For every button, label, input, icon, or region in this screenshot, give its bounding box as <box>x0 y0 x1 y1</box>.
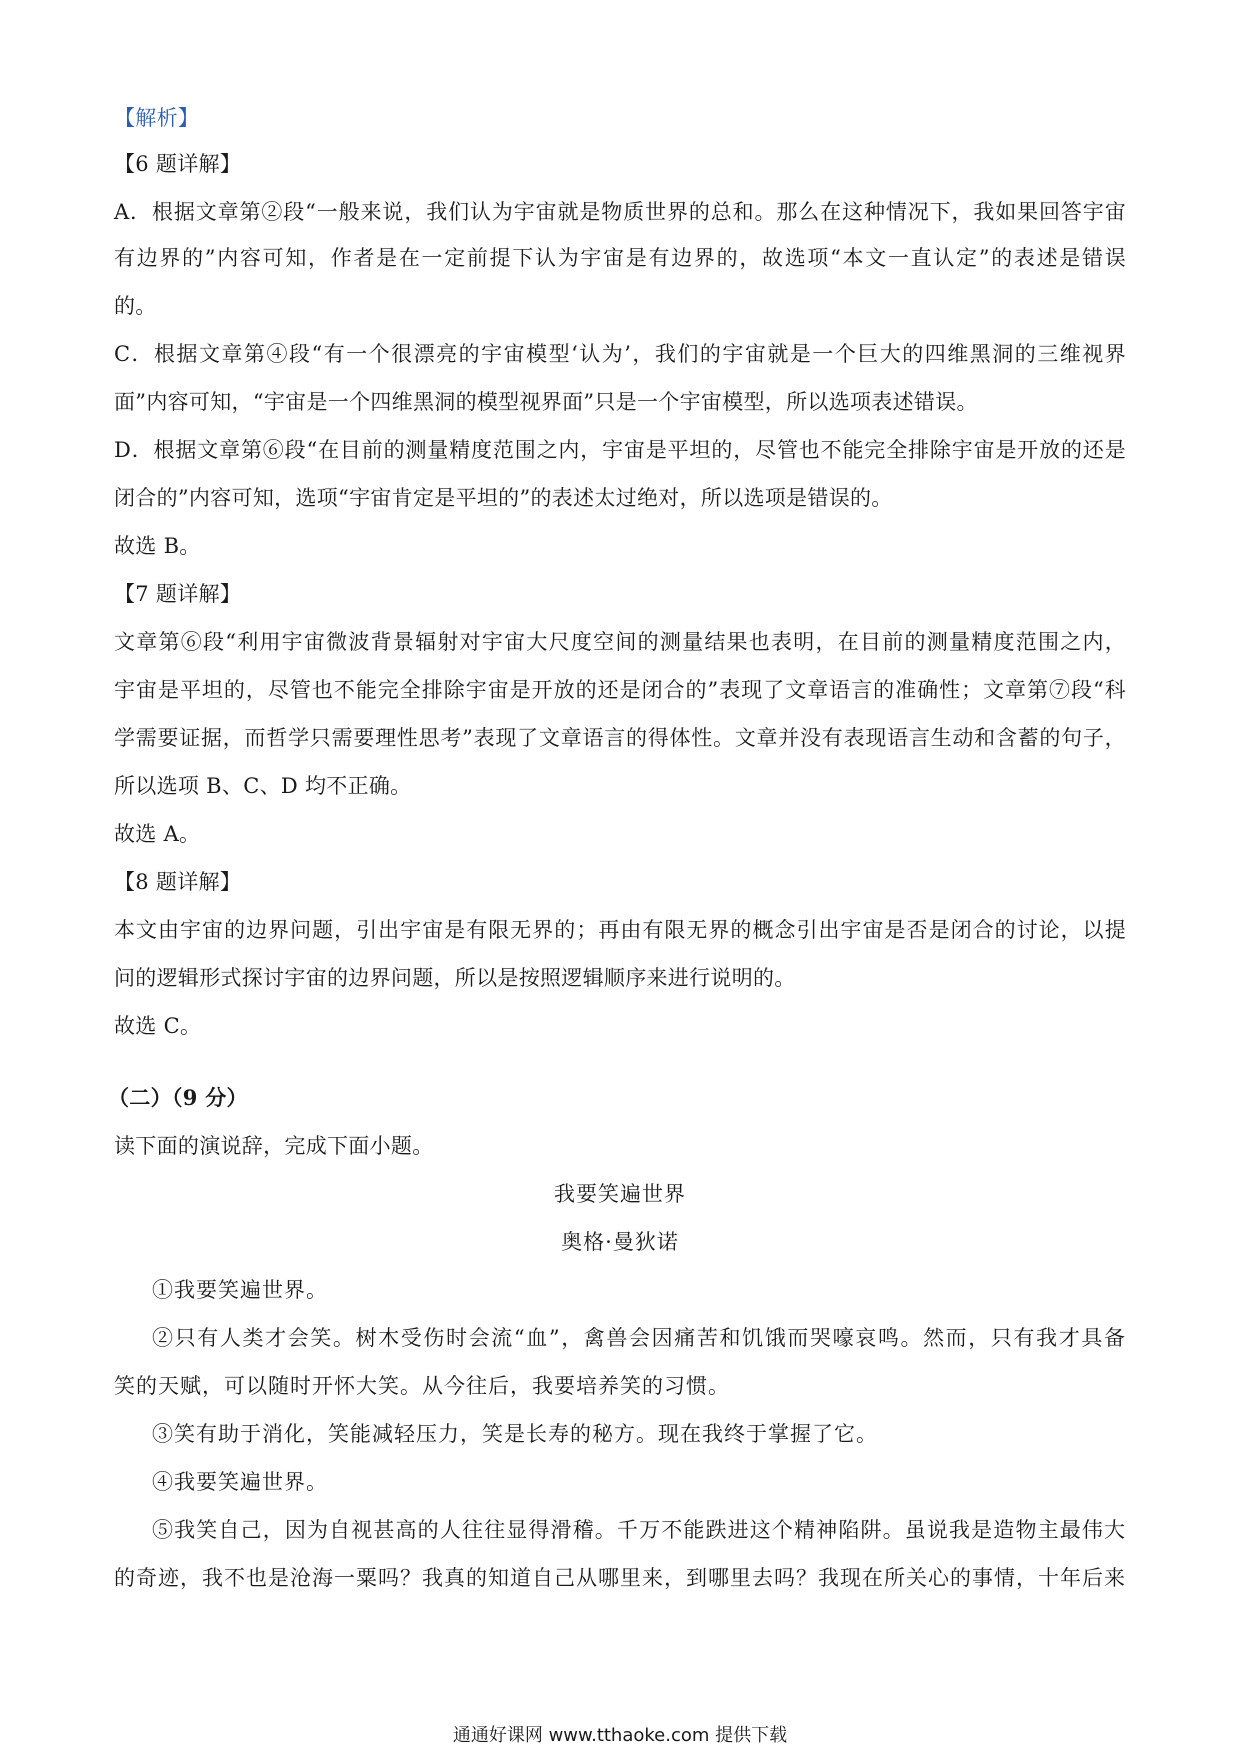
q7-line: 文章第⑥段“利用宇宙微波背景辐射对宇宙大尺度空间的测量结果也表明，在目前的测量精度范围之内， <box>114 630 1126 654</box>
q6-option-d-line: D．根据文章第⑥段“在目前的测量精度范围之内，宇宙是平坦的，尽管也不能完全排除宇宙是开放的还是 <box>114 438 1126 462</box>
q6-option-a-line: 的。 <box>114 294 157 318</box>
speech-author: 奥格·曼狄诺 <box>561 1230 679 1254</box>
speech-paragraph: ②只有人类才会笑。树木受伤时会流“血”，禽兽会因痛苦和饥饿而哭嚎哀鸣。然而，只有我才具备 <box>152 1326 1126 1350</box>
q7-line: 所以选项 B、C、D 均不正确。 <box>114 774 412 798</box>
q7-heading: 【7 题详解】 <box>114 582 242 606</box>
page-footer: 通通好课网 www.tthaoke.com 提供下载 <box>452 1725 788 1746</box>
q8-line: 本文由宇宙的边界问题，引出宇宙是有限无界的；再由有限无界的概念引出宇宙是否是闭合的讨论，以提 <box>114 918 1126 942</box>
q6-heading: 【6 题详解】 <box>114 152 242 176</box>
q7-line: 宇宙是平坦的，尽管也不能完全排除宇宙是开放的还是闭合的”表现了文章语言的准确性；文章第⑦段“科 <box>114 678 1126 702</box>
q6-option-d-line: 闭合的”内容可知，选项“宇宙肯定是平坦的”的表述太过绝对，所以选项是错误的。 <box>114 486 893 510</box>
q6-option-c-line: C．根据文章第④段“有一个很漂亮的宇宙模型‘认为’，我们的宇宙就是一个巨大的四维黑洞的三维视界 <box>114 342 1126 366</box>
q6-option-a-line: 有边界的”内容可知，作者是在一定前提下认为宇宙是有边界的，故选项“本文一直认定”的表述是错误 <box>114 246 1126 270</box>
speech-paragraph: 笑的天赋，可以随时开怀大笑。从今往后，我要培养笑的习惯。 <box>114 1374 730 1398</box>
analysis-tag: 【解析】 <box>114 106 200 130</box>
q7-answer: 故选 A。 <box>114 822 201 846</box>
section-heading: （二）（9 分） <box>108 1085 248 1110</box>
q8-line: 问的逻辑形式探讨宇宙的边界问题，所以是按照逻辑顺序来进行说明的。 <box>114 966 796 990</box>
q6-option-a-line: A．根据文章第②段“一般来说，我们认为宇宙就是物质世界的总和。那么在这种情况下，我如果回答宇宙 <box>114 200 1126 224</box>
q8-answer: 故选 C。 <box>114 1014 202 1038</box>
q6-answer: 故选 B。 <box>114 534 201 558</box>
speech-paragraph: ①我要笑遍世界。 <box>152 1278 328 1302</box>
speech-title: 我要笑遍世界 <box>554 1182 686 1206</box>
q8-heading: 【8 题详解】 <box>114 870 242 894</box>
q7-line: 学需要证据，而哲学只需要理性思考”表现了文章语言的得体性。文章并没有表现语言生动和含蓄的句子， <box>114 726 1126 750</box>
q6-option-c-line: 面”内容可知，“宇宙是一个四维黑洞的模型视界面”只是一个宇宙模型，所以选项表述错误。 <box>114 390 978 414</box>
speech-paragraph: 的奇迹，我不也是沧海一粟吗？我真的知道自己从哪里来，到哪里去吗？我现在所关心的事情，十年后来 <box>114 1566 1126 1590</box>
section-instruction: 读下面的演说辞，完成下面小题。 <box>114 1134 434 1158</box>
speech-paragraph: ⑤我笑自己，因为自视甚高的人往往显得滑稽。千万不能跌进这个精神陷阱。虽说我是造物主最伟大 <box>152 1518 1126 1542</box>
speech-paragraph: ④我要笑遍世界。 <box>152 1470 328 1494</box>
speech-paragraph: ③笑有助于消化，笑能减轻压力，笑是长寿的秘方。现在我终于掌握了它。 <box>152 1422 878 1446</box>
